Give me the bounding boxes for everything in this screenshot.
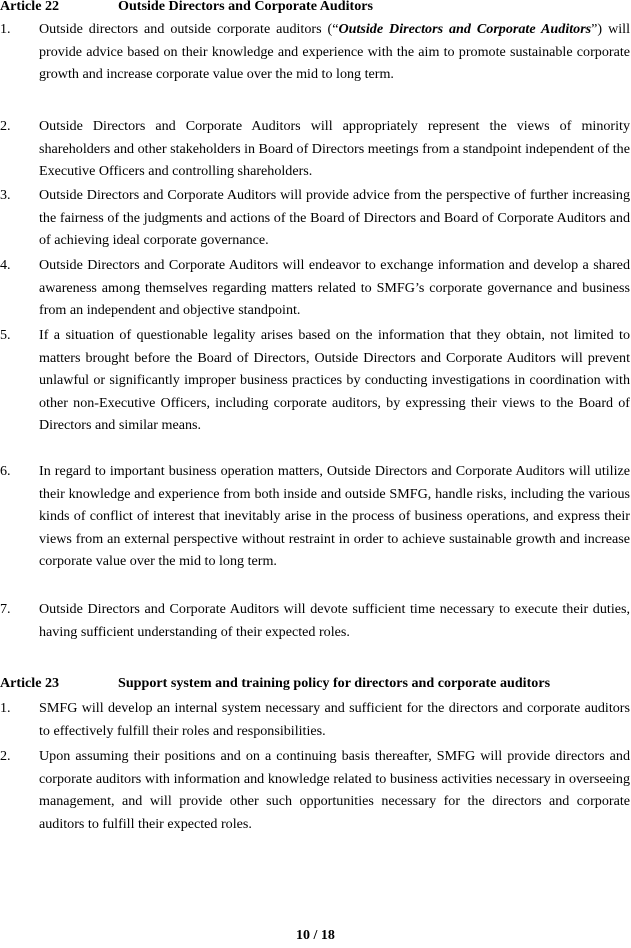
article-22-heading <box>0 0 373 18</box>
item-number: 5. <box>0 327 11 343</box>
article-number: Article 22 <box>0 0 60 14</box>
item-text: In regard to important business operation matters, Outside Directors and Corporate Auditors will utilize their knowledge and experience from both inside and outside SMFG, handle risks, including the various kinds of conflict of interest that inevitably arise in the process of business operations, and express their views from an external perspective without restraint in order to achieve sustainable growth and increase corporate value over the mid to long term. <box>39 463 630 569</box>
item-number: 2. <box>0 748 11 764</box>
article-title: Outside Directors and Corporate Auditors <box>118 0 373 14</box>
item-number: 1. <box>0 700 11 716</box>
item-text: Outside directors and outside corporate auditors (“Outside Directors and Corporate Auditors”) will provide advice based on their knowledge and experience with the aim to promote sustainable corporate growth and increase corporate value over the mid to long term. <box>39 21 630 82</box>
item-number: 1. <box>0 21 11 37</box>
item-number: 2. <box>0 118 11 134</box>
defined-term: Outside Directors and Corporate Auditors <box>338 21 592 37</box>
item-text: Upon assuming their positions and on a continuing basis thereafter, SMFG will provide directors and corporate auditors with information and knowledge related to business activities necessary in overseeing management, and will provide other such opportunities necessary for the directors and corporate auditors to fulfill their expected roles. <box>39 748 630 832</box>
item-text: If a situation of questionable legality arises based on the information that they obtain, not limited to matters brought before the Board of Directors, Outside Directors and Corporate Auditors will prevent unlawful or significantly improper business practices by conducting investigations in coordination with other non-Executive Officers, including corporate auditors, by expressing their views to the Board of Directors and similar means. <box>39 327 630 433</box>
item-text: Outside Directors and Corporate Auditors will endeavor to exchange information and develop a shared awareness among themselves regarding matters related to SMFG’s corporate governance and business from an independent and objective standpoint. <box>39 257 630 318</box>
item-number: 7. <box>0 601 11 617</box>
page-number: 10 / 18 <box>296 928 335 943</box>
article-23-heading <box>0 672 550 695</box>
item-text: Outside Directors and Corporate Auditors will devote sufficient time necessary to execute their duties, having sufficient understanding of their expected roles. <box>39 601 630 640</box>
item-text: Outside Directors and Corporate Auditors will appropriately represent the views of minority shareholders and other stakeholders in Board of Directors meetings from a standpoint independent of the Executive Officers and controlling shareholders. <box>39 118 630 179</box>
item-number: 6. <box>0 463 11 479</box>
item-text: Outside Directors and Corporate Auditors will provide advice from the perspective of further increasing the fairness of the judgments and actions of the Board of Directors and Board of Corporate Auditors and of achieving ideal corporate governance. <box>39 187 630 248</box>
item-number: 4. <box>0 257 11 273</box>
item-number: 3. <box>0 187 11 203</box>
article-title: Support system and training policy for directors and corporate auditors <box>118 675 551 691</box>
item-text: SMFG will develop an internal system necessary and sufficient for the directors and corporate auditors to effectively fulfill their roles and responsibilities. <box>39 700 630 739</box>
article-number: Article 23 <box>0 675 60 691</box>
